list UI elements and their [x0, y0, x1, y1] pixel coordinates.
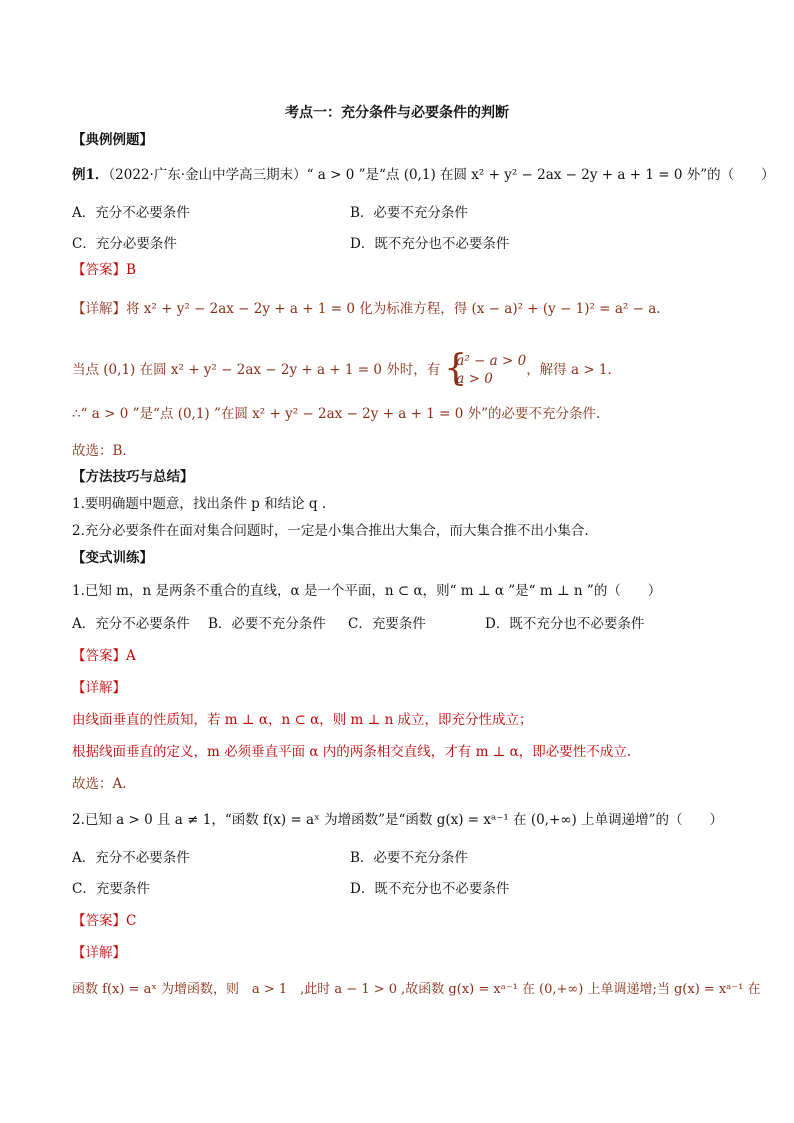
practice2-options-row1 — [72, 848, 468, 868]
example1-label: 例1． — [72, 167, 109, 183]
example1-detail-line1: 【详解】将 x² + y² − 2ax − 2y + a + 1 = 0 化为标准方程，得 (x − a)² + (y − 1)² = a² − a. — [72, 301, 661, 317]
method-heading: 【方法技巧与总结】 — [72, 469, 194, 485]
option-c: C．充分必要条件 — [72, 236, 177, 252]
detail-line2-post: ，解得 a > 1. — [526, 362, 612, 378]
p1-option-c: C．充要条件 — [348, 616, 426, 632]
method-line2: 2.充分必要条件在面对集合问题时，一定是小集合推出大集合，而大集合推不出小集合. — [72, 523, 589, 539]
example1-detail-line3: ∴“ a > 0 ”是“点 (0,1) ”在圆 x² + y² − 2ax − 2y + a + 1 = 0 外”的必要不充分条件. — [72, 406, 601, 422]
practice1-detail-head: 【详解】 — [72, 680, 126, 696]
p2-option-c: C．充要条件 — [72, 881, 150, 897]
p1-option-d: D．既不充分也不必要条件 — [485, 616, 645, 632]
example1-question-text: （2022·广东·金山中学高三期末）“ a > 0 ”是“点 (0,1) 在圆 x² + y² − 2ax − 2y + a + 1 = 0 外”的（ ） — [108, 167, 775, 183]
detail-line2-pre: 当点 (0,1) 在圆 x² + y² − 2ax − 2y + a + 1 = 0 外时，有 — [72, 362, 441, 378]
inequality-2: a > 0 — [456, 371, 493, 387]
brace-glyph: { — [444, 348, 468, 389]
practice2-detail-head: 【详解】 — [72, 945, 126, 961]
page-title: 考点一：充分条件与必要条件的判断 — [285, 105, 509, 121]
inequality-1: a² − a > 0 — [456, 353, 527, 369]
p2-option-b: B．必要不充分条件 — [350, 850, 468, 866]
option-d: D．既不充分也不必要条件 — [350, 236, 510, 252]
practice-heading: 【变式训练】 — [72, 550, 153, 566]
example1-question — [72, 165, 775, 185]
example1-options-row1 — [72, 203, 468, 223]
p1-option-a: A．充分不必要条件 — [72, 616, 190, 632]
p1-option-b: B．必要不充分条件 — [208, 616, 326, 632]
example1-answer: 【答案】B — [72, 262, 136, 278]
practice2-answer: 【答案】C — [72, 913, 137, 929]
p2-option-a: A．充分不必要条件 — [72, 850, 190, 866]
system-of-inequalities — [444, 348, 527, 389]
example1-detail-line2 — [72, 348, 612, 389]
practice1-detail-line2: 根据线面垂直的定义，m 必须垂直平面 α 内的两条相交直线，才有 m ⊥ α，即必要性不成立. — [72, 744, 632, 760]
practice1-detail-line1: 由线面垂直的性质知，若 m ⊥ α，n ⊂ α，则 m ⊥ n 成立，即充分性成立； — [72, 712, 533, 728]
practice1-question: 1.已知 m，n 是两条不重合的直线，α 是一个平面，n ⊂ α，则“ m ⊥ α ”是“ m ⊥ n ”的（ ） — [72, 583, 662, 599]
method-line1: 1.要明确题中题意，找出条件 p 和结论 q . — [72, 496, 327, 512]
practice2-detail-line1: 函数 f(x) = aˣ 为增函数，则 a > 1 ,此时 a − 1 > 0 ,故函数 g(x) = xᵃ⁻¹ 在 (0,+∞) 上单调递增;当 g(x) = xᵃ⁻¹ 在 — [72, 982, 761, 997]
practice2-question: 2.已知 a > 0 且 a ≠ 1，“函数 f(x) = aˣ 为增函数”是“函数 g(x) = xᵃ⁻¹ 在 (0,+∞) 上单调递增”的（ ） — [72, 812, 723, 828]
practice1-options — [72, 614, 722, 634]
example-heading: 【典例例题】 — [72, 132, 153, 148]
practice1-choose: 故选：A. — [72, 776, 127, 792]
example1-choose: 故选：B. — [72, 443, 127, 459]
option-b: B．必要不充分条件 — [350, 205, 468, 221]
p2-option-d: D．既不充分也不必要条件 — [350, 881, 510, 897]
practice2-options-row2 — [72, 879, 510, 899]
practice1-answer: 【答案】A — [72, 648, 136, 664]
option-a: A．充分不必要条件 — [72, 205, 190, 221]
example1-options-row2 — [72, 234, 510, 254]
